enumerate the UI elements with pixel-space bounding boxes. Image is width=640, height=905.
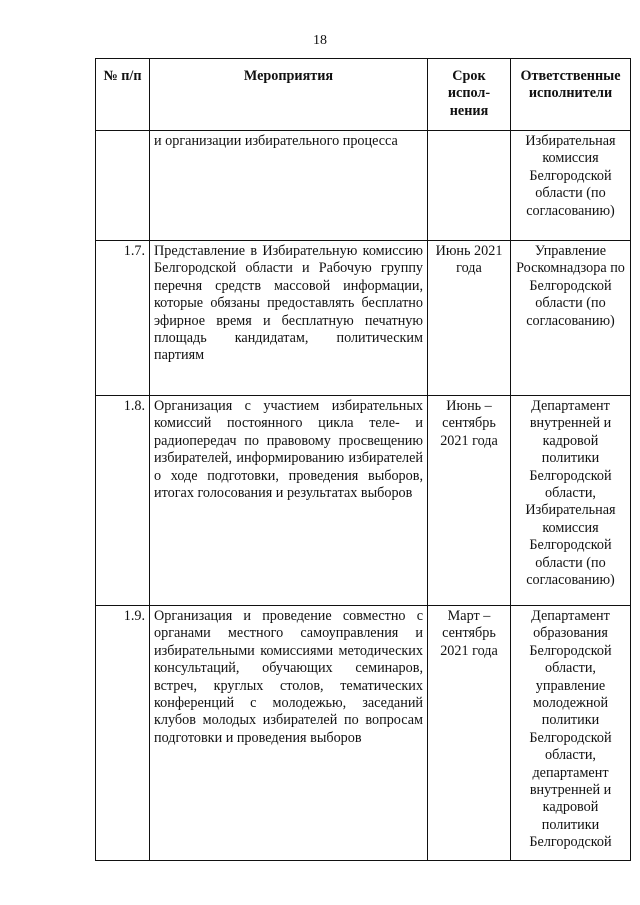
- table-row: [96, 396, 631, 606]
- header-term: Срок испол-нения: [428, 59, 511, 131]
- row-responsible: Департамент внутренней и кадровой политики Белгородской области, Избирательная комиссия Белгородской области (по согласованию): [511, 396, 631, 606]
- row-responsible: Управление Роскомнадзора по Белгородской области (по согласованию): [511, 241, 631, 396]
- row-responsible: Избирательная комиссия Белгородской области (по согласованию): [511, 131, 631, 241]
- table-row: [96, 606, 631, 861]
- row-term: [428, 131, 511, 241]
- table-row: [96, 131, 631, 241]
- table-header: [96, 59, 631, 131]
- row-number: [96, 131, 150, 241]
- row-responsible: Департамент образования Белгородской области, управление молодежной политики Белгородской области, департамент внутренней и кадровой политики Белгородской: [511, 606, 631, 861]
- row-activity: Организация и проведение совместно с органами местного самоуправления и избирательными комиссиями методических консультаций, обучающих семинаров, встреч, круглых столов, тематических конференций с молодежью, заседаний клубов молодых избирателей по вопросам подготовки и проведения выборов: [150, 606, 428, 861]
- header-number: № п/п: [96, 59, 150, 131]
- page-number: 18: [313, 33, 327, 48]
- row-term: Июнь 2021 года: [428, 241, 511, 396]
- header-activity: Мероприятия: [150, 59, 428, 131]
- table-body: [96, 131, 631, 861]
- row-number: 1.8.: [96, 396, 150, 606]
- row-activity: Представление в Избирательную комиссию Белгородской области и Рабочую группу перечня средств массовой информации, которые обязаны предоставлять бесплатно эфирное время и бесплатную печатную площадь кандидатам, политическим партиям: [150, 241, 428, 396]
- row-number: 1.9.: [96, 606, 150, 861]
- row-activity: и организации избирательного процесса: [150, 131, 428, 241]
- row-activity: Организация с участием избирательных комиссий постоянного цикла теле- и радиопередач по правовому просвещению избирателей, информированию избирателей о ходе подготовки, проведения выборов, итогах голосования и результатах выборов: [150, 396, 428, 606]
- activity-plan-table: [95, 58, 631, 861]
- header-row: [96, 59, 631, 131]
- table-row: [96, 241, 631, 396]
- row-term: Июнь – сентябрь 2021 года: [428, 396, 511, 606]
- header-responsible: Ответственные исполнители: [511, 59, 631, 131]
- row-term: Март – сентябрь 2021 года: [428, 606, 511, 861]
- row-number: 1.7.: [96, 241, 150, 396]
